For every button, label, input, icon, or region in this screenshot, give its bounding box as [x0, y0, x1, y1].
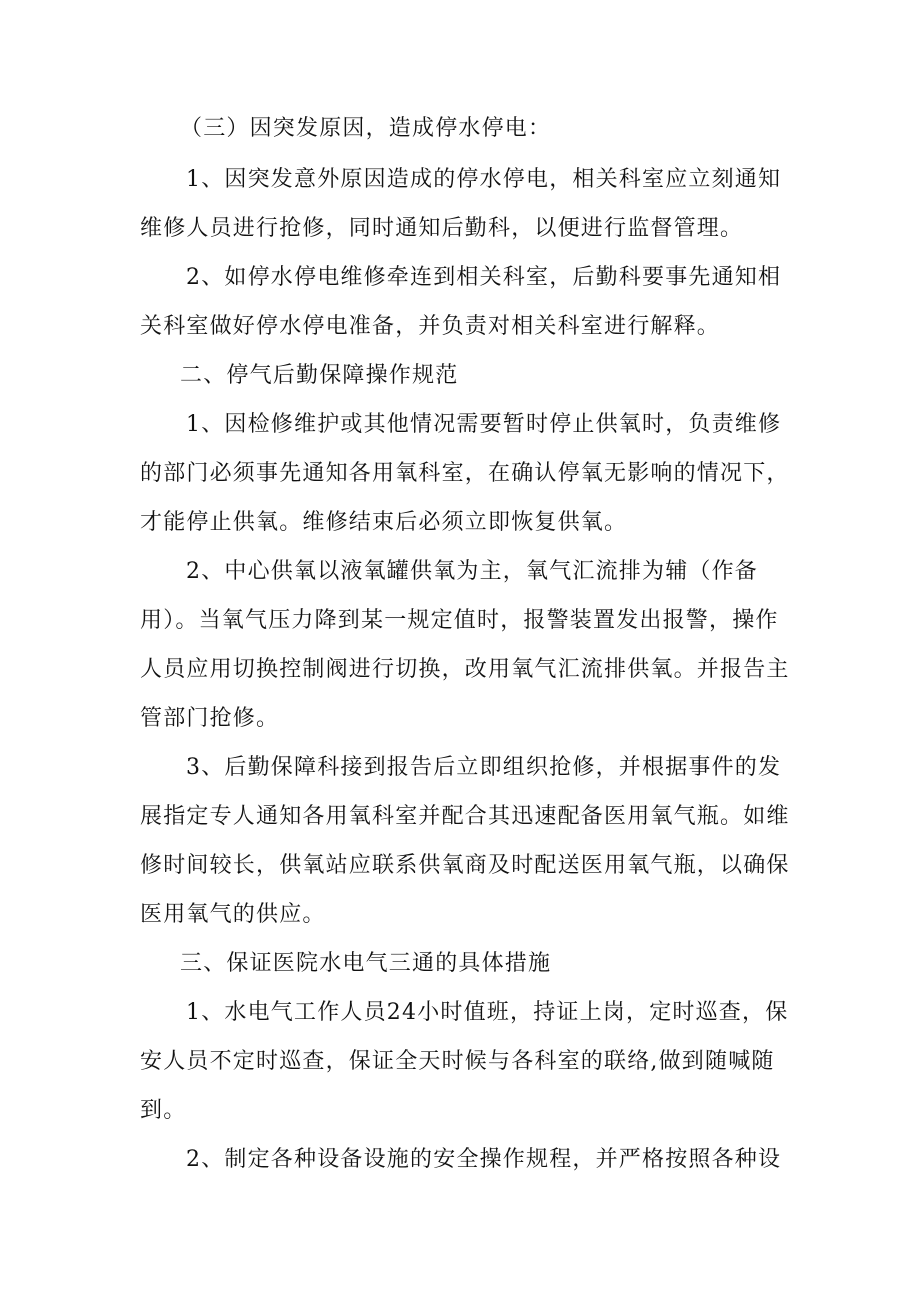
paragraph-line: 才能停止供氧。维修结束后必须立即恢复供氧。	[140, 510, 628, 535]
section-heading-three: （三）因突发原因，造成停水停电：	[180, 116, 552, 141]
section-heading-two: 二、停气后勤保障操作规范	[180, 363, 459, 388]
paragraph-line: 维修人员进行抢修，同时通知后勤科，以便进行监督管理。	[140, 216, 744, 241]
paragraph-line: 管部门抢修。	[140, 706, 280, 731]
paragraph-line: 安人员不定时巡查，保证全天时候与各科室的联络,做到随喊随	[140, 1049, 775, 1074]
paragraph-line: 2、制定各种设备设施的安全操作规程，并严格按照各种设	[186, 1147, 782, 1172]
paragraph-line: 1、水电气工作人员24小时值班，持证上岗，定时巡查，保	[186, 1000, 789, 1025]
paragraph-line: 人员应用切换控制阀进行切换，改用氧气汇流排供氧。并报告主	[140, 657, 790, 682]
paragraph-line: 1、因检修维护或其他情况需要暂时停止供氧时，负责维修	[186, 412, 782, 437]
paragraph-line: 1、因突发意外原因造成的停水停电，相关科室应立刻通知	[186, 167, 782, 192]
paragraph-line: 修时间较长，供氧站应联系供氧商及时配送医用氧气瓶，以确保	[140, 853, 790, 878]
paragraph-line: 2、中心供氧以液氧罐供氧为主，氧气汇流排为辅（作备	[186, 559, 758, 584]
paragraph-line: 关科室做好停水停电准备，并负责对相关科室进行解释。	[140, 314, 721, 339]
paragraph-line: 3、后勤保障科接到报告后立即组织抢修，并根据事件的发	[186, 755, 782, 780]
paragraph-line: 展指定专人通知各用氧科室并配合其迅速配备医用氧气瓶。如维	[140, 804, 790, 829]
paragraph-line: 的部门必须事先通知各用氧科室，在确认停氧无影响的情况下，	[140, 461, 790, 486]
paragraph-line: 用）。当氧气压力降到某一规定值时，报警装置发出报警，操作	[140, 608, 779, 633]
paragraph-line: 2、如停水停电维修牵连到相关科室，后勤科要事先通知相	[186, 265, 782, 290]
paragraph-line: 到。	[140, 1098, 187, 1123]
paragraph-line: 医用氧气的供应。	[140, 902, 326, 927]
section-heading-three-measures: 三、保证医院水电气三通的具体措施	[180, 951, 552, 976]
